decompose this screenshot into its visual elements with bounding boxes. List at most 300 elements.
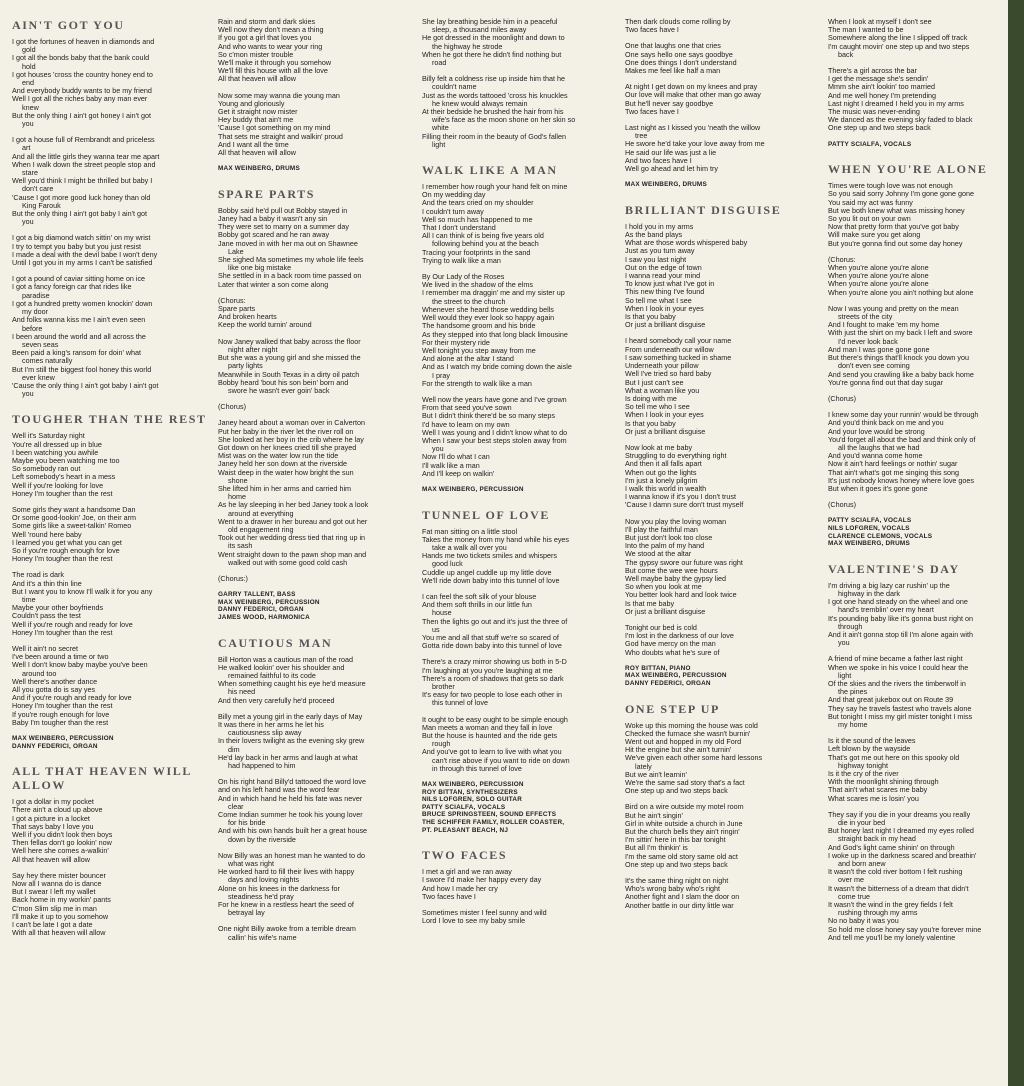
- lyric-line: I've been around a time or two: [12, 652, 109, 662]
- lyrics-column-1: [12, 18, 208, 1080]
- lyric-line: And in which hand he held his fate was never: [218, 793, 363, 803]
- lyric-line: King Farouk: [22, 200, 61, 210]
- stanza: [625, 223, 821, 330]
- lyric-line: Two faces have I: [422, 891, 476, 901]
- lyric-line: Or just a brilliant disguise: [625, 426, 706, 436]
- lyric-line: And your love would be strong: [828, 426, 925, 436]
- lyric-line: That ain't what's got me singing this song: [828, 467, 959, 477]
- song-block: [625, 18, 821, 189]
- lyric-line: He walked lookin' over his shoulder and: [218, 662, 345, 672]
- musician-credits: [12, 735, 208, 750]
- lyric-line: cautiousness slip away: [228, 728, 302, 738]
- lyric-line: (Chorus): [828, 500, 856, 510]
- lyric-line: (Chorus:): [218, 573, 248, 583]
- lyric-line: Well I was young and I didn't know what to do: [422, 427, 568, 437]
- lyric-line: had happened to him: [228, 760, 296, 770]
- song-title: CAUTIOUS MAN: [218, 635, 333, 650]
- lyric-line: We're the same sad story that's a fact: [625, 778, 745, 787]
- lyric-line: But I didn't think there'd be so many steps: [422, 411, 555, 421]
- lyric-line: But he ain't singin': [625, 810, 683, 820]
- musician-credits: [828, 517, 1008, 547]
- lyric-line: 'Cause I got something on my mind: [218, 123, 331, 133]
- lyric-line: stare: [22, 168, 38, 178]
- lyric-line: With all that heaven will allow: [12, 928, 106, 938]
- lyric-line: Then the lights go out and it's just the three of: [422, 616, 568, 626]
- lyric-line: its sash: [228, 541, 253, 551]
- lyric-line: Then fellas don't go lookin' now: [12, 838, 112, 848]
- credit-line: THE SCHIFFER FAMILY, ROLLER COASTER,: [422, 819, 565, 826]
- lyric-line: (Chorus:: [828, 254, 856, 264]
- song-block: [422, 508, 618, 835]
- lyric-line: You better look hard and look twice: [625, 590, 737, 600]
- lyric-line: He'd lay back in her arms and laugh at what: [218, 752, 358, 762]
- lyric-line: And then very carefully he'd proceed: [218, 695, 335, 705]
- lyric-line: rushing through my arms: [838, 908, 918, 918]
- stanza: [625, 518, 821, 616]
- lyric-line: I remember ma draggin' me and my sister up: [422, 288, 565, 298]
- lyric-line: Went out and hopped in my old Ford: [625, 736, 742, 746]
- credit-line: GARRY TALLENT, BASS: [218, 591, 296, 599]
- stanza: [218, 338, 414, 395]
- lyric-line: Is that you baby: [625, 418, 676, 428]
- stanza: [12, 432, 208, 498]
- lyric-line: Got down on her knees cried till she prayed: [218, 442, 357, 452]
- lyric-line: I walk this world in wealth: [625, 483, 707, 493]
- lyric-line: When I walk down the street people stop and: [12, 159, 156, 169]
- lyric-line: Another battle in our dirty little war: [625, 900, 734, 910]
- lyric-line: For their mystery ride: [422, 337, 490, 347]
- lyric-line: shone: [228, 475, 248, 485]
- lyric-line: Is it the cry of the river: [828, 768, 899, 778]
- stanza: [422, 75, 618, 149]
- lyric-line: Honey I'm tougher than the rest: [12, 554, 113, 564]
- credit-line: MAX WEINBERG, PERCUSSION: [422, 485, 524, 493]
- lyric-line: around at everything: [228, 508, 294, 518]
- lyric-line: But I just can't see: [625, 377, 684, 387]
- lyric-line: We danced as the evening sky faded to black: [828, 115, 973, 125]
- lyric-line: So somebody ran out: [12, 464, 81, 474]
- lyric-line: But when it goes it's gone gone: [828, 483, 928, 493]
- stanza: [828, 582, 1008, 648]
- lyric-line: And with his own hands built her a great house: [218, 826, 368, 836]
- lyric-line: (Chorus): [828, 393, 856, 403]
- lyric-line: When I saw your best steps stolen away from: [422, 435, 567, 445]
- song-title: ONE STEP UP: [625, 701, 720, 716]
- stanza: [12, 798, 208, 864]
- lyric-line: tree: [635, 131, 648, 141]
- lyric-line: But all I'm thinkin' is: [625, 843, 688, 853]
- lyric-line: I'm the same old story same old act: [625, 851, 738, 861]
- lyric-line: He worked hard to fill their lives with happy: [218, 867, 355, 877]
- song-block: [625, 702, 821, 910]
- lyric-line: Whenever she heard those wedding bells: [422, 304, 554, 314]
- lyric-line: You're all dressed up in blue: [12, 439, 102, 449]
- lyric-line: Our love will make that other man go away: [625, 90, 761, 100]
- lyric-line: Well if you didn't look then boys: [12, 830, 113, 840]
- lyric-line: I'd never look back: [838, 336, 898, 346]
- lyric-line: Billy met a young girl in the early days of May: [218, 711, 363, 721]
- lyric-line: To know just what I've got in: [625, 279, 715, 289]
- lyric-line: But just don't look too close: [625, 532, 713, 542]
- lyric-line: The gypsy swore our future was right: [625, 557, 743, 567]
- lyric-line: I try to tempt you baby but you just resist: [12, 241, 142, 251]
- stanza: [422, 528, 618, 585]
- song-block: [422, 848, 618, 925]
- lyric-line: following behind you at the beach: [432, 239, 539, 249]
- lyric-line: my door: [22, 307, 48, 317]
- lyric-line: Janey had a baby it wasn't any sin: [218, 214, 328, 224]
- lyric-line: And I fought to make 'em my home: [828, 320, 940, 330]
- lyric-line: But there's things that'll knock you down you: [828, 353, 969, 363]
- lyric-line: One step up and two steps back: [625, 859, 728, 869]
- song-title: WHEN YOU'RE ALONE: [828, 162, 988, 177]
- stanza: [828, 501, 1008, 509]
- lyric-line: gold: [22, 45, 36, 55]
- lyric-line: I got a picture in a locket: [12, 813, 90, 823]
- song-title: TWO FACES: [422, 848, 508, 863]
- lyric-line: Or just a brilliant disguise: [625, 606, 706, 616]
- lyric-line: But tonight I miss my girl mister tonight I miss: [828, 711, 973, 721]
- lyric-line: don't care: [22, 184, 54, 194]
- lyric-line: good luck: [432, 559, 463, 569]
- lyric-line: This new thing I've found: [625, 287, 705, 297]
- lyric-line: Went to a drawer in her bureau and got out her: [218, 516, 368, 526]
- lyric-line: Left blown by the wayside: [828, 744, 911, 754]
- lyric-line: Well 'round here baby: [12, 529, 82, 539]
- lyric-line: Lake: [228, 246, 244, 256]
- lyric-line: the pines: [838, 687, 868, 697]
- lyric-line: I saw something tucked in shame: [625, 352, 732, 362]
- lyric-line: Honey I'm tougher than the rest: [12, 701, 113, 711]
- stanza: [625, 722, 821, 796]
- lyric-line: my home: [838, 719, 868, 729]
- stanza: [12, 645, 208, 727]
- lyric-line: From underneath our willow: [625, 344, 714, 354]
- lyric-line: So c'mon mister trouble: [218, 49, 294, 59]
- lyric-line: There ain't a cloud up above: [12, 805, 103, 815]
- lyric-line: I'm sittin' here in this bar tonight: [625, 835, 726, 845]
- lyric-line: over me: [838, 875, 864, 885]
- credit-line: ROY BITTAN, PIANO: [625, 664, 691, 672]
- lyric-line: back: [838, 49, 854, 59]
- lyric-line: On my wedding day: [422, 190, 486, 200]
- lyric-line: So you said sorry Johnny I'm gone gone gone: [828, 189, 975, 199]
- stanza: [218, 297, 414, 330]
- lyric-line: before: [22, 323, 43, 333]
- lyrics-column-2: [218, 18, 414, 1080]
- lyric-line: take a walk all over you: [432, 542, 507, 552]
- lyric-line: When he got there he didn't find nothing but: [422, 49, 562, 59]
- lyric-line: Into the palm of my hand: [625, 541, 705, 551]
- stanza: [422, 868, 618, 901]
- lyric-line: Say hey there mister bouncer: [12, 870, 106, 880]
- stanza: [12, 234, 208, 267]
- song-block: [828, 562, 1008, 942]
- lyric-line: He got dressed in the moonlight and down to: [422, 33, 565, 43]
- lyric-line: When you're alone you're alone: [828, 279, 929, 289]
- song-block: [625, 203, 821, 688]
- lyric-line: house: [432, 608, 452, 618]
- lyric-line: I learned you get what you can get: [12, 537, 122, 547]
- stanza: [625, 803, 821, 869]
- lyric-line: comes naturally: [22, 356, 73, 366]
- lyric-line: That's got me out here on this spooky old: [828, 752, 960, 762]
- lyric-line: He said our life was just a lie: [625, 147, 717, 157]
- stanza: [218, 713, 414, 770]
- lyric-line: Honey I'm tougher than the rest: [12, 627, 113, 637]
- musician-credits: [218, 591, 414, 621]
- lyric-line: It wasn't the bitterness of a dream that didn't: [828, 883, 969, 893]
- lyric-line: As he lay sleeping in her bed Janey took a look: [218, 500, 369, 510]
- lyric-line: The man I wanted to be: [828, 25, 904, 35]
- lyric-line: It wasn't the wind in the grey fields I felt: [828, 900, 953, 910]
- lyric-line: Well go ahead and let him try: [625, 164, 718, 174]
- lyric-line: Now you play the loving woman: [625, 516, 727, 526]
- lyric-line: They say if you die in your dreams you really: [828, 809, 971, 819]
- lyric-line: There's a room of shadows that gets so dark: [422, 673, 564, 683]
- lyric-line: So tell me what I see: [625, 295, 692, 305]
- lyric-line: When something caught his eye he'd measure: [218, 679, 366, 689]
- sleeve-edge: [1008, 0, 1024, 1086]
- lyric-line: She sighed Ma sometimes my whole life feels: [218, 255, 364, 265]
- lyric-line: Struggling to do everything right: [625, 451, 727, 461]
- lyric-line: I'll play the faithful man: [625, 524, 698, 534]
- lyric-line: I hold you in my arms: [625, 221, 694, 231]
- stanza: [218, 18, 414, 84]
- lyric-line: When we spoke in his voice I could hear the: [828, 662, 969, 672]
- lyric-line: All you gotta do is say yes: [12, 685, 96, 695]
- lyric-line: home: [228, 492, 246, 502]
- credit-line: MAX WEINBERG, PERCUSSION: [12, 735, 114, 743]
- lyric-line: Billy felt a coldness rise up inside him that he: [422, 74, 566, 84]
- lyric-line: Cuddle up angel cuddle up my little dove: [422, 567, 552, 577]
- song-title: TOUGHER THAN THE REST: [12, 412, 207, 427]
- lyric-line: Couldn't pass the test: [12, 611, 81, 621]
- lyric-line: One says hello one says goodbye: [625, 49, 733, 59]
- stanza: [12, 506, 208, 563]
- lyric-line: Is doing with me: [625, 393, 677, 403]
- lyric-line: down by the riverside: [228, 834, 296, 844]
- lyric-line: Young and gloriously: [218, 98, 285, 108]
- lyric-line: Will make sure you get along: [828, 230, 921, 240]
- lyric-line: light: [432, 139, 446, 149]
- lyric-line: for his bride: [228, 818, 266, 828]
- lyric-line: Well it ain't no secret: [12, 644, 78, 653]
- lyric-line: Somewhere along the line I slipped off track: [828, 33, 968, 43]
- song-block: [422, 163, 618, 494]
- lyric-line: She lay breathing beside him in a peaceful: [422, 18, 558, 26]
- lyric-line: I'm caught movin' one step up and two steps: [828, 41, 970, 51]
- lyric-line: I wanna know if it's you I don't trust: [625, 492, 737, 502]
- credit-line: MAX WEINBERG, PERCUSSION: [218, 598, 320, 606]
- credit-line: PATTY SCIALFA, VOCALS: [828, 140, 912, 148]
- stanza: [422, 273, 618, 388]
- lyric-line: But the only thing I ain't got honey I ain't got: [12, 110, 152, 120]
- lyric-line: So you lit out on your own: [828, 214, 911, 224]
- lyric-line: night after night: [228, 344, 278, 354]
- lyric-line: his need: [228, 687, 256, 697]
- stanza: [218, 419, 414, 567]
- lyric-line: Just as you turn away: [625, 246, 695, 256]
- lyric-line: We lived in the shadow of the elms: [422, 280, 533, 290]
- lyric-line: Put her baby in the river let the river roll on: [218, 426, 354, 436]
- lyric-line: All that heaven will allow: [12, 854, 90, 864]
- lyric-line: All that heaven will allow: [218, 148, 296, 158]
- lyric-line: All that heaven will allow: [218, 74, 296, 84]
- credit-line: CLARENCE CLEMONS, VOCALS: [828, 532, 933, 540]
- lyric-line: Janey held her son down at the riverside: [218, 459, 348, 469]
- lyric-line: Is it the sound of the leaves: [828, 736, 916, 746]
- lyric-line: That ain't what scares me baby: [828, 785, 928, 795]
- lyric-line: Well I don't know baby maybe you've been: [12, 660, 148, 670]
- lyric-line: But he'll never say goodbye: [625, 98, 714, 108]
- lyric-line: Another fight and I slam the door on: [625, 892, 740, 902]
- lyric-line: And you'd wanna come home: [828, 451, 923, 461]
- lyric-line: Bird on a wire outside my motel room: [625, 802, 744, 812]
- lyric-line: I got one hand steady on the wheel and one: [828, 597, 968, 607]
- lyric-line: Well now they don't mean a thing: [218, 25, 324, 35]
- stanza: [422, 658, 618, 707]
- lyric-line: Tracing your footprints in the sand: [422, 247, 531, 257]
- lyric-line: When I look at myself I don't see: [828, 18, 932, 26]
- lyric-line: You're gonna find out that day sugar: [828, 377, 943, 387]
- lyric-line: art: [22, 143, 31, 153]
- lyric-line: But the church bells they ain't ringin': [625, 827, 740, 837]
- lyric-line: Left somebody's heart in a mess: [12, 472, 116, 482]
- lyric-line: From that seed you've sown: [422, 403, 512, 413]
- lyric-line: and on his left hand was the word fear: [218, 785, 340, 795]
- lyric-line: C'mon Slim slip me in man: [12, 903, 97, 913]
- lyric-line: At night I get down on my knees and pray: [625, 82, 758, 92]
- lyric-line: I got a pound of caviar sitting home on ice: [12, 274, 146, 284]
- lyric-line: You said my act was funny: [828, 197, 913, 207]
- lyric-line: I'm driving a big lazy car rushin' up the: [828, 580, 950, 590]
- stanza: [422, 18, 618, 67]
- lyric-line: When I look in your eyes: [625, 303, 704, 313]
- lyric-line: dim: [228, 744, 240, 754]
- lyric-line: you: [432, 444, 444, 454]
- lyric-line: Woke up this morning the house was cold: [625, 720, 758, 730]
- lyric-line: Mmm she ain't lookin' too married: [828, 82, 936, 92]
- lyric-line: Now Janey walked that baby across the floor: [218, 336, 361, 346]
- stanza: [218, 852, 414, 918]
- lyric-line: I pray: [432, 370, 450, 380]
- lyric-line: Took out her wedding dress tied that ring up in: [218, 533, 366, 543]
- stanza: [12, 38, 208, 128]
- lyric-line: Now it ain't hard feelings or nothin' sugar: [828, 459, 958, 469]
- lyric-line: you: [22, 217, 34, 227]
- lyric-line: God have mercy on the man: [625, 639, 716, 649]
- lyric-line: Now look at me baby: [625, 442, 693, 452]
- lyric-line: At their bedside he brushed the hair from his: [422, 107, 564, 117]
- lyric-line: And how I made her cry: [422, 883, 498, 893]
- lyric-line: Rain and storm and dark skies: [218, 18, 316, 26]
- lyric-line: Now Billy was an honest man he wanted to do: [218, 850, 366, 860]
- lyric-line: Two faces have I: [625, 106, 679, 116]
- lyric-line: Now all I wanna do is dance: [12, 879, 102, 889]
- lyric-line: They say he travels fastest who travels alone: [828, 703, 972, 713]
- lyric-line: Now I was young and pretty on the mean: [828, 303, 959, 313]
- lyric-line: Back home in my workin' pants: [12, 895, 111, 905]
- lyric-line: couldn't name: [432, 82, 477, 92]
- lyric-line: But the house is haunted and the ride gets: [422, 731, 558, 741]
- stanza: [625, 444, 821, 510]
- lyric-line: Of the skies and the rivers the timberwolf in: [828, 678, 966, 688]
- lyrics-column-3: [422, 18, 618, 1080]
- lyric-line: The road is dark: [12, 570, 64, 580]
- lyric-line: Checked the furnace she wasn't burnin': [625, 728, 751, 738]
- lyric-line: can't rise above if you want to ride on down: [432, 755, 570, 765]
- lyric-line: I got a dollar in my pocket: [12, 797, 94, 807]
- stanza: [12, 136, 208, 226]
- lyric-line: I'll walk like a man: [422, 460, 480, 470]
- lyric-line: all the laughs that we had: [838, 442, 920, 452]
- lyric-line: Bobby said he'd pull out Bobby stayed in: [218, 205, 348, 215]
- lyric-line: Honey I'm tougher than the rest: [12, 488, 113, 498]
- credit-line: MAX WEINBERG, PERCUSSION: [422, 781, 524, 789]
- lyric-line: And me well honey I'm pretending: [828, 90, 937, 100]
- lyric-line: I met a girl and we ran away: [422, 867, 512, 877]
- lyric-line: And tell me you'll be my lonely valentine: [828, 932, 956, 942]
- lyric-line: And I want all the time: [218, 139, 289, 149]
- lyric-line: Now some may wanna die young man: [218, 90, 340, 100]
- stanza: [12, 872, 208, 938]
- lyric-line: party lights: [228, 361, 263, 371]
- song-block: [828, 18, 1008, 148]
- lyric-line: don't even see coming: [838, 361, 910, 371]
- lyric-line: Maybe your other boyfriends: [12, 603, 104, 613]
- credit-line: MAX WEINBERG, DRUMS: [828, 540, 910, 548]
- lyric-line: No no baby it was you: [828, 916, 899, 926]
- lyric-line: and born anew: [838, 859, 886, 869]
- lyric-line: remained faithful to its code: [228, 670, 316, 680]
- lyric-line: You'd forget all about the bad and think only of: [828, 434, 976, 444]
- credit-line: DANNY FEDERICI, ORGAN: [218, 606, 304, 614]
- lyric-line: paradise: [22, 290, 50, 300]
- lyric-line: Well I've tried so hard baby: [625, 369, 712, 379]
- lyric-line: The music was never-ending: [828, 107, 920, 117]
- lyric-line: Waist deep in the water how bright the sun: [218, 467, 354, 477]
- lyric-line: But we ain't learnin': [625, 769, 687, 779]
- stanza: [218, 92, 414, 158]
- lyric-line: I got a house full of Rembrandt and priceless: [12, 135, 155, 145]
- lyric-line: We'll ride down baby into this tunnel of love: [422, 575, 560, 585]
- song-title: VALENTINE'S DAY: [828, 561, 960, 576]
- lyric-line: When I look in your eyes: [625, 410, 704, 420]
- lyric-line: Makes me feel like half a man: [625, 66, 721, 76]
- lyric-line: die in your bed: [838, 818, 886, 827]
- lyric-line: So if you're rough enough for love: [12, 545, 120, 555]
- lyric-line: straight back in my head: [838, 834, 916, 844]
- lyric-line: Hit the engine but she ain't turnin': [625, 745, 732, 755]
- lyrics-column-4: [625, 18, 821, 1080]
- lyric-line: days and loving nights: [228, 875, 300, 885]
- lyric-line: Is that me baby: [625, 598, 675, 608]
- stanza: [218, 403, 414, 411]
- lyric-line: 'Cause I damn sure don't trust myself: [625, 500, 744, 510]
- lyric-line: One step up and two steps back: [828, 123, 931, 133]
- credit-line: MAX WEINBERG, PERCUSSION: [625, 672, 727, 680]
- lyric-line: hand's tremblin' over my heart: [838, 605, 934, 615]
- musician-credits: [422, 781, 618, 834]
- lyric-line: streets of the city: [838, 312, 893, 322]
- lyric-line: (Chorus): [218, 402, 246, 412]
- lyric-line: Well if you're rough and ready for love: [12, 619, 133, 629]
- lyric-line: He swore he'd take your love away from me: [625, 139, 765, 149]
- lyric-line: One does things I don't understand: [625, 57, 737, 67]
- lyric-line: Trying to walk like a man: [422, 255, 501, 265]
- lyric-line: Bobby got scared and he ran away: [218, 230, 330, 240]
